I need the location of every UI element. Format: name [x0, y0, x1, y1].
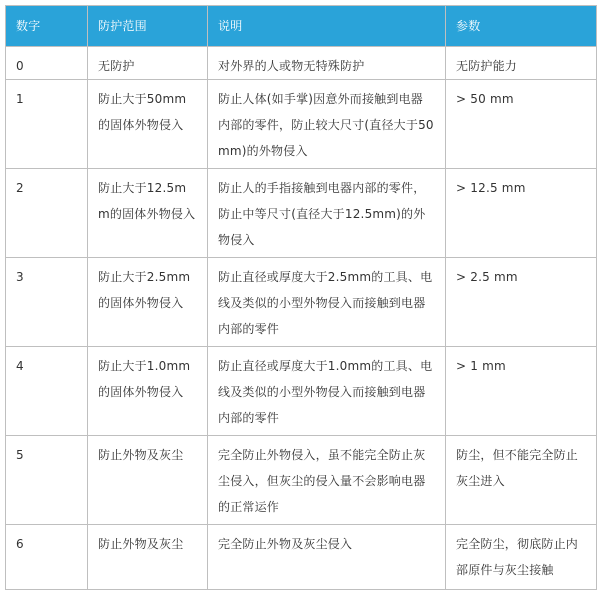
cell-scope: 无防护	[88, 47, 208, 80]
cell-digit: 4	[6, 347, 88, 436]
cell-scope: 防止大于12.5mm的固体外物侵入	[88, 169, 208, 258]
header-row	[6, 6, 597, 47]
table-body	[6, 47, 597, 590]
cell-digit: 5	[6, 436, 88, 525]
cell-digit: 6	[6, 525, 88, 590]
table-row	[6, 169, 597, 258]
table-row	[6, 258, 597, 347]
cell-scope: 防止外物及灰尘	[88, 436, 208, 525]
cell-parameter: > 12.5 mm	[446, 169, 597, 258]
cell-parameter: > 1 mm	[446, 347, 597, 436]
table-header	[6, 6, 597, 47]
cell-digit: 0	[6, 47, 88, 80]
cell-scope: 防止大于50mm的固体外物侵入	[88, 80, 208, 169]
cell-digit: 2	[6, 169, 88, 258]
cell-description: 防止直径或厚度大于1.0mm的工具、电线及类似的小型外物侵入而接触到电器内部的零件	[208, 347, 446, 436]
cell-digit: 1	[6, 80, 88, 169]
cell-parameter: 无防护能力	[446, 47, 597, 80]
table-row	[6, 47, 597, 80]
cell-parameter: 完全防尘，彻底防止内部原件与灰尘接触	[446, 525, 597, 590]
cell-description: 防止直径或厚度大于2.5mm的工具、电线及类似的小型外物侵入而接触到电器内部的零件	[208, 258, 446, 347]
cell-scope: 防止大于1.0mm的固体外物侵入	[88, 347, 208, 436]
cell-description: 完全防止外物侵入，虽不能完全防止灰尘侵入，但灰尘的侵入量不会影响电器的正常运作	[208, 436, 446, 525]
cell-description: 完全防止外物及灰尘侵入	[208, 525, 446, 590]
cell-scope: 防止大于2.5mm的固体外物侵入	[88, 258, 208, 347]
cell-digit: 3	[6, 258, 88, 347]
ip-protection-table	[5, 5, 597, 590]
cell-description: 对外界的人或物无特殊防护	[208, 47, 446, 80]
table-row	[6, 80, 597, 169]
header-scope: 防护范围	[88, 6, 208, 47]
cell-parameter: > 50 mm	[446, 80, 597, 169]
cell-parameter: > 2.5 mm	[446, 258, 597, 347]
cell-parameter: 防尘，但不能完全防止灰尘进入	[446, 436, 597, 525]
table-row	[6, 436, 597, 525]
cell-description: 防止人体(如手掌)因意外而接触到电器内部的零件，防止较大尺寸(直径大于50mm)的外物侵入	[208, 80, 446, 169]
cell-description: 防止人的手指接触到电器内部的零件，防止中等尺寸(直径大于12.5mm)的外物侵入	[208, 169, 446, 258]
header-digit: 数字	[6, 6, 88, 47]
table-row	[6, 347, 597, 436]
header-description: 说明	[208, 6, 446, 47]
table-row	[6, 525, 597, 590]
header-parameter: 参数	[446, 6, 597, 47]
cell-scope: 防止外物及灰尘	[88, 525, 208, 590]
